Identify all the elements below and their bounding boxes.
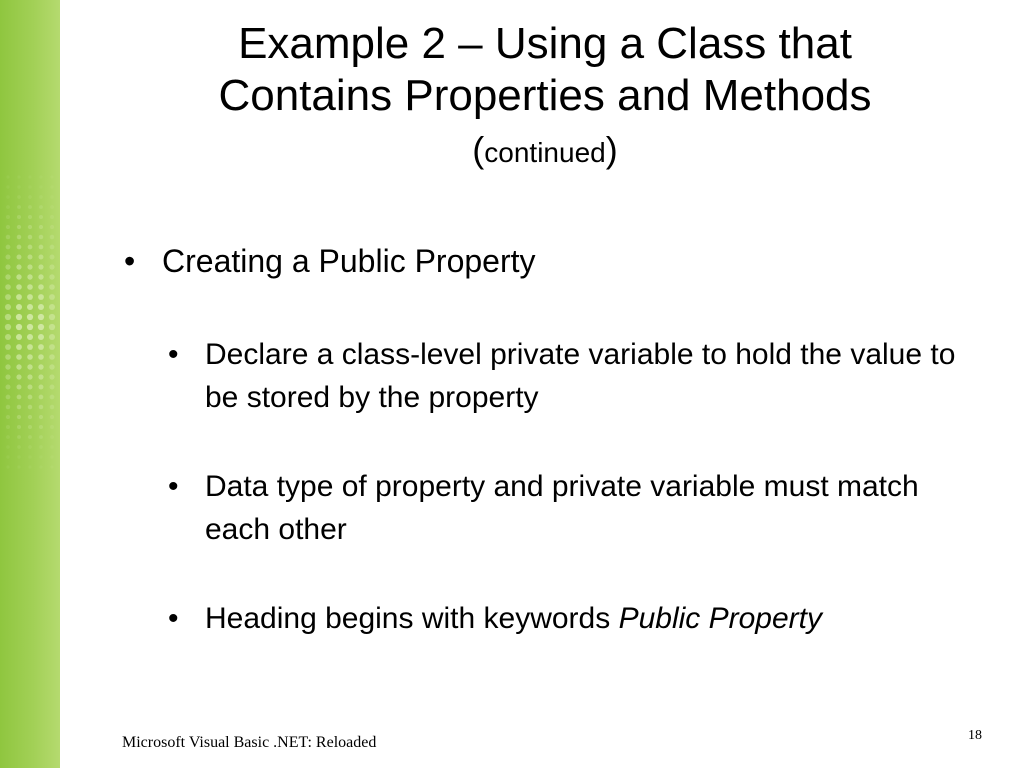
decorative-dot	[39, 435, 43, 439]
decorative-dot	[39, 215, 43, 219]
decorative-dot	[5, 304, 11, 310]
decorative-dot	[17, 215, 21, 219]
decorative-dot	[16, 334, 22, 340]
decorative-dot	[17, 445, 21, 449]
decorative-dot	[39, 425, 43, 429]
decorative-dot	[17, 205, 21, 209]
decorative-dot	[28, 445, 32, 449]
decorative-dot	[50, 175, 53, 178]
decorative-dot	[6, 385, 11, 390]
decorative-dot	[16, 264, 21, 269]
decorative-dot	[27, 334, 33, 340]
decorative-dot	[5, 264, 10, 269]
decorative-dot	[49, 364, 54, 369]
decorative-dot	[39, 235, 44, 240]
sub-bullet-text	[205, 597, 988, 640]
decorative-dot	[50, 205, 54, 209]
title-paren-open: (	[472, 129, 485, 170]
decorative-dot	[28, 465, 31, 468]
decorative-dot	[38, 294, 44, 300]
decorative-dot	[5, 354, 11, 360]
decorative-dot	[27, 304, 33, 310]
title-paren-close: )	[605, 129, 618, 170]
decorative-dot	[39, 225, 43, 229]
decorative-dot	[39, 195, 43, 199]
decorative-dot	[38, 284, 44, 290]
decorative-dot	[5, 344, 11, 350]
decorative-dot	[17, 465, 20, 468]
sub-bullet-3	[168, 597, 988, 640]
decorative-dot	[50, 395, 55, 400]
decorative-dot	[50, 465, 53, 468]
decorative-dot	[49, 284, 55, 290]
bullet-point: •	[168, 602, 179, 635]
decorative-dot	[28, 395, 33, 400]
decorative-dot	[27, 264, 32, 269]
decorative-dot	[38, 304, 44, 310]
decorative-dot	[6, 215, 10, 219]
decorative-dot	[17, 405, 22, 410]
decorative-dot	[17, 425, 21, 429]
decorative-dot	[27, 374, 32, 379]
decorative-dot	[16, 324, 22, 330]
decorative-dot	[5, 364, 10, 369]
decorative-dot	[39, 175, 42, 178]
decorative-dot	[49, 324, 55, 330]
main-bullet	[124, 238, 536, 284]
decorative-dot	[39, 255, 44, 260]
page-number: 18	[968, 728, 982, 743]
decorative-dot	[38, 324, 44, 330]
title-line-3	[110, 122, 980, 179]
decorative-dot	[5, 334, 11, 340]
decorative-dot	[50, 435, 54, 439]
decorative-dot	[17, 435, 21, 439]
decorative-dot	[17, 455, 20, 458]
slide-title	[110, 18, 980, 179]
decorative-dot	[50, 415, 54, 419]
decorative-dot	[27, 354, 33, 360]
decorative-dot	[38, 364, 43, 369]
decorative-dot	[16, 374, 21, 379]
decorative-dot	[17, 185, 20, 188]
decorative-dot	[17, 415, 21, 419]
decorative-dot	[17, 225, 21, 229]
decorative-dot	[38, 334, 44, 340]
decorative-dot	[38, 264, 43, 269]
bullet-point: •	[168, 470, 179, 503]
decorative-dot	[49, 344, 55, 350]
decorative-dot	[5, 314, 11, 320]
decorative-dot	[6, 255, 11, 260]
decorative-dot	[27, 324, 33, 330]
decorative-dot	[39, 445, 43, 449]
decorative-dot	[39, 395, 44, 400]
decorative-dot	[38, 374, 43, 379]
sub-bullet-1	[168, 333, 988, 419]
decorative-dot	[39, 385, 44, 390]
emphasized-keywords: Public Property	[618, 602, 822, 635]
decorative-dot	[17, 255, 22, 260]
decorative-dot	[17, 235, 22, 240]
decorative-dot	[49, 354, 55, 360]
decorative-dot	[6, 205, 10, 209]
decorative-dot	[16, 344, 22, 350]
decorative-dot	[49, 314, 55, 320]
decorative-dot	[6, 435, 10, 439]
decorative-dot	[39, 405, 44, 410]
decorative-dot	[16, 304, 22, 310]
decorative-dot	[6, 415, 10, 419]
decorative-dot	[17, 385, 22, 390]
decorative-dot	[50, 215, 54, 219]
decorative-dot	[6, 245, 11, 250]
decorative-dot	[27, 364, 32, 369]
decorative-dot	[17, 195, 21, 199]
decorative-dot	[28, 245, 33, 250]
decorative-dot	[28, 185, 31, 188]
decorative-dot	[38, 274, 43, 279]
decorative-dot	[39, 465, 42, 468]
sub-bullet-2	[168, 465, 988, 551]
decorative-dot	[28, 415, 32, 419]
decorative-dot	[6, 195, 10, 199]
title-continued: continued	[484, 137, 606, 168]
decorative-dot	[28, 225, 32, 229]
decorative-dot	[28, 175, 31, 178]
decorative-dot	[16, 354, 22, 360]
decorative-dot	[6, 455, 9, 458]
decorative-dot	[38, 344, 44, 350]
decorative-dot	[6, 185, 9, 188]
bullet-point: •	[168, 338, 179, 371]
decorative-dot	[38, 314, 44, 320]
decorative-dot	[6, 445, 10, 449]
sub-bullet-text: Declare a class-level private variable to hold the value to be stored by the property	[205, 338, 956, 414]
decorative-dot	[5, 324, 11, 330]
decorative-dot	[6, 175, 9, 178]
decorative-dot	[49, 334, 55, 340]
decorative-dot	[49, 274, 54, 279]
footer-text: Microsoft Visual Basic .NET: Reloaded	[122, 734, 377, 751]
decorative-dot	[5, 374, 10, 379]
decorative-dot	[28, 215, 32, 219]
decorative-dot	[5, 274, 10, 279]
decorative-dot	[16, 364, 21, 369]
decorative-dot	[49, 304, 55, 310]
decorative-dot	[49, 264, 54, 269]
decorative-dot	[6, 405, 11, 410]
decorative-dot-pattern	[0, 172, 60, 472]
decorative-dot	[27, 294, 33, 300]
decorative-dot	[6, 235, 11, 240]
decorative-dot	[27, 274, 32, 279]
decorative-dot	[50, 455, 53, 458]
decorative-dot	[16, 314, 22, 320]
decorative-dot	[28, 405, 33, 410]
decorative-dot	[28, 385, 33, 390]
decorative-dot	[50, 405, 55, 410]
decorative-dot	[5, 294, 11, 300]
bullet-point: •	[124, 243, 136, 279]
decorative-dot	[50, 385, 55, 390]
decorative-dot	[39, 415, 43, 419]
decorative-dot	[49, 294, 55, 300]
decorative-dot	[39, 455, 42, 458]
decorative-dot	[50, 185, 53, 188]
decorative-dot	[16, 294, 22, 300]
decorative-dot	[28, 425, 32, 429]
decorative-dot	[38, 354, 44, 360]
decorative-dot	[27, 314, 33, 320]
decorative-dot	[6, 425, 10, 429]
decorative-dot	[50, 425, 54, 429]
decorative-dot	[6, 465, 9, 468]
decorative-dot	[49, 374, 54, 379]
decorative-dot	[39, 185, 42, 188]
decorative-dot	[27, 344, 33, 350]
decorative-dot	[28, 455, 31, 458]
decorative-dot	[50, 255, 55, 260]
decorative-dot	[28, 435, 32, 439]
decorative-dot	[28, 235, 33, 240]
decorative-dot	[27, 284, 33, 290]
decorative-dot	[50, 225, 54, 229]
decorative-dot	[17, 245, 22, 250]
main-bullet-text: Creating a Public Property	[162, 243, 536, 279]
decorative-dot	[50, 445, 54, 449]
title-line-2: Contains Properties and Methods	[218, 71, 872, 120]
sub-bullet-plain-text: Heading begins with keywords	[205, 602, 619, 635]
decorative-dot	[16, 284, 22, 290]
decorative-dot	[50, 245, 55, 250]
decorative-dot	[17, 175, 20, 178]
sub-bullet-text: Data type of property and private variable must match each other	[205, 470, 919, 546]
decorative-dot	[28, 255, 33, 260]
decorative-dot	[28, 195, 32, 199]
decorative-dot	[5, 284, 11, 290]
decorative-dot	[50, 235, 55, 240]
decorative-dot	[39, 205, 43, 209]
decorative-dot	[17, 395, 22, 400]
title-line-1: Example 2 – Using a Class that	[238, 19, 852, 68]
decorative-dot	[6, 225, 10, 229]
decorative-dot	[16, 274, 21, 279]
decorative-dot	[39, 245, 44, 250]
decorative-dot	[6, 395, 11, 400]
decorative-dot	[28, 205, 32, 209]
decorative-dot	[50, 195, 54, 199]
